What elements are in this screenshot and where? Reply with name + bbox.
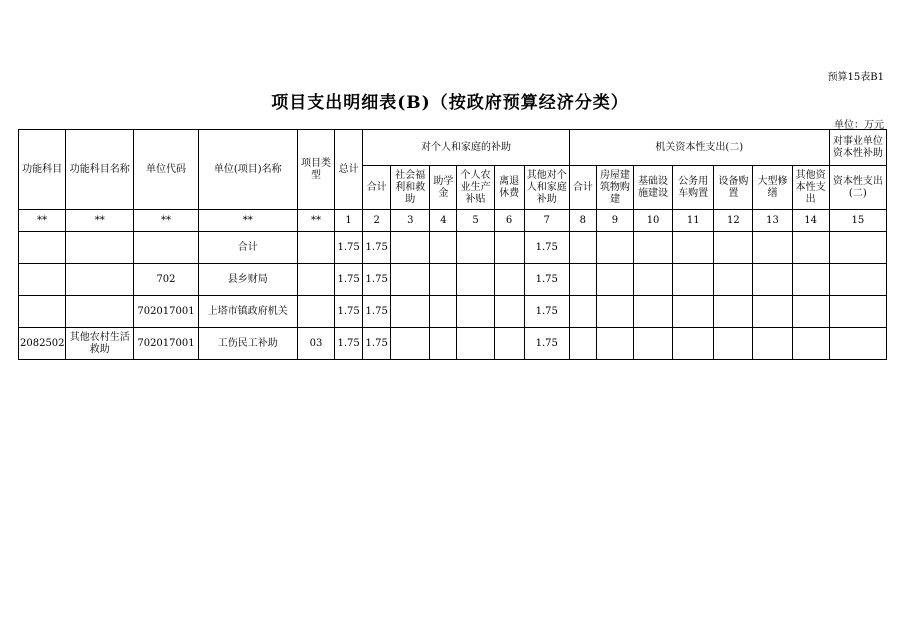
cell-func-code <box>19 232 66 264</box>
cell-func-code <box>19 264 66 296</box>
cell-func-code: 2082502 <box>19 328 66 360</box>
header-g1-total: 合计 <box>363 166 391 210</box>
cell-project-type <box>297 232 334 264</box>
header-total: 总计 <box>335 130 363 210</box>
header-g2-equipment: 设备购置 <box>714 166 753 210</box>
header-func-code: 功能科目 <box>19 130 66 210</box>
cell-func-code <box>19 296 66 328</box>
cell-func-name: 其他农村生活救助 <box>66 328 134 360</box>
cell-total: 1.75 <box>335 264 363 296</box>
cell-func-name <box>66 232 134 264</box>
header-g1-farming: 个人农业生产补贴 <box>457 166 494 210</box>
table-row <box>19 264 887 296</box>
header-group-personal-subsidy: 对个人和家庭的补助 <box>363 130 570 166</box>
index-cell: 8 <box>569 210 596 232</box>
header-unit-name: 单位(项目)名称 <box>198 130 297 210</box>
index-cell: 6 <box>494 210 524 232</box>
header-group-capital-expenditure: 机关资本性支出(二) <box>569 130 829 166</box>
cell-func-name <box>66 264 134 296</box>
header-group-institution-subsidy: 对事业单位资本性补助 <box>829 130 886 166</box>
header-g1-welfare: 社会福利和救助 <box>391 166 430 210</box>
table-code: 预算15表B1 <box>827 72 884 83</box>
header-unit-code: 单位代码 <box>134 130 198 210</box>
index-cell: 9 <box>596 210 633 232</box>
header-g1-scholarship: 助学金 <box>430 166 457 210</box>
index-cell: 13 <box>753 210 792 232</box>
cell-unit-code: 702017001 <box>134 296 198 328</box>
index-cell: ** <box>297 210 334 232</box>
cell-unit-code <box>134 232 198 264</box>
index-cell: ** <box>66 210 134 232</box>
cell-unit-name: 上塔市镇政府机关 <box>198 296 297 328</box>
cell-unit-name: 县乡财局 <box>198 264 297 296</box>
index-cell: 5 <box>457 210 494 232</box>
header-g2-infrastructure: 基础设施建设 <box>634 166 673 210</box>
index-cell: ** <box>134 210 198 232</box>
cell-unit-name: 工伤民工补助 <box>198 328 297 360</box>
cell-project-type <box>297 264 334 296</box>
header-g2-total: 合计 <box>569 166 596 210</box>
cell-project-type <box>297 296 334 328</box>
cell-total: 1.75 <box>335 328 363 360</box>
cell-project-type: 03 <box>297 328 334 360</box>
index-row <box>19 210 887 232</box>
cell-g1-other: 1.75 <box>524 328 569 360</box>
cell-g1-other: 1.75 <box>524 232 569 264</box>
header-func-name: 功能科目名称 <box>66 130 134 210</box>
index-cell: 4 <box>430 210 457 232</box>
page-title: 项目支出明细表(B)（按政府预算经济分类） <box>271 93 629 113</box>
header-g2-repairs: 大型修缮 <box>753 166 792 210</box>
cell-func-name <box>66 296 134 328</box>
expenditure-table <box>18 129 887 360</box>
cell-total: 1.75 <box>335 232 363 264</box>
header-g2-buildings: 房屋建筑物购建 <box>596 166 633 210</box>
cell-g1-total: 1.75 <box>363 328 391 360</box>
table-row <box>19 328 887 360</box>
index-cell: 2 <box>363 210 391 232</box>
index-cell: 15 <box>829 210 886 232</box>
index-cell: 10 <box>634 210 673 232</box>
cell-g1-total: 1.75 <box>363 232 391 264</box>
index-cell: 11 <box>673 210 714 232</box>
index-cell: 7 <box>524 210 569 232</box>
header-g2-other: 其他资本性支出 <box>792 166 829 210</box>
index-cell: 14 <box>792 210 829 232</box>
unit-label: 单位：万元 <box>834 120 884 131</box>
cell-unit-code: 702 <box>134 264 198 296</box>
cell-g1-total: 1.75 <box>363 264 391 296</box>
header-g3-capital: 资本性支出(二) <box>829 166 886 210</box>
cell-total: 1.75 <box>335 296 363 328</box>
cell-unit-code: 702017001 <box>134 328 198 360</box>
header-g1-retirement: 离退休费 <box>494 166 524 210</box>
cell-g1-other: 1.75 <box>524 264 569 296</box>
cell-g1-total: 1.75 <box>363 296 391 328</box>
header-g1-other: 其他对个人和家庭补助 <box>524 166 569 210</box>
index-cell: ** <box>198 210 297 232</box>
table-row <box>19 232 887 264</box>
table-row <box>19 296 887 328</box>
header-g2-vehicles: 公务用车购置 <box>673 166 714 210</box>
cell-g1-other: 1.75 <box>524 296 569 328</box>
cell-unit-name: 合计 <box>198 232 297 264</box>
index-cell: ** <box>19 210 66 232</box>
header-project-type: 项目类型 <box>297 130 334 210</box>
index-cell: 3 <box>391 210 430 232</box>
index-cell: 12 <box>714 210 753 232</box>
index-cell: 1 <box>335 210 363 232</box>
